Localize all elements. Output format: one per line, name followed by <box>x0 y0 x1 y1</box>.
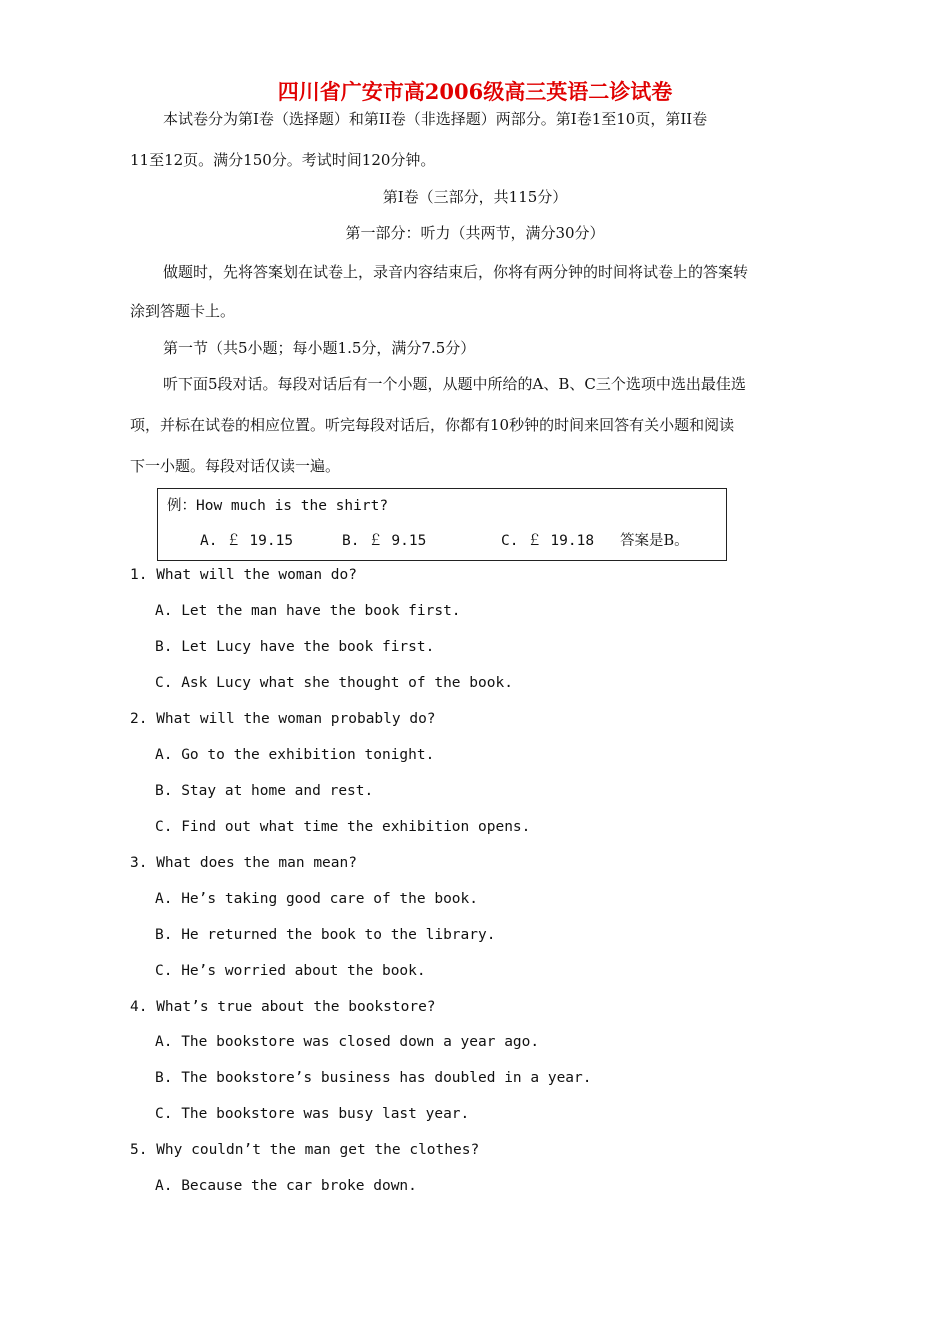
question-1-stem: 1. What will the woman do? <box>130 567 357 583</box>
intro-line-2: 11至12页。满分150分。考试时间120分钟。 <box>130 151 436 169</box>
question-1-option-c: C. Ask Lucy what she thought of the book. <box>155 675 513 691</box>
question-3-option-a: A. He’s taking good care of the book. <box>155 891 479 907</box>
question-5-stem: 5. Why couldn’t the man get the clothes? <box>130 1142 480 1158</box>
question-3-option-b: B. He returned the book to the library. <box>155 927 496 943</box>
directions-line-2: 项，并标在试卷的相应位置。听完每段对话后，你都有10秒钟的时间来回答有关小题和阅读 <box>130 416 735 434</box>
directions-line-3: 下一小题。每段对话仅读一遍。 <box>130 457 341 475</box>
example-option-c: C. ￡ 19.18 <box>501 533 595 549</box>
question-4-option-c: C. The bookstore was busy last year. <box>155 1106 470 1122</box>
question-4-stem: 4. What’s true about the bookstore? <box>130 999 436 1015</box>
directions-line-1: 听下面5段对话。每段对话后有一个小题，从题中所给的A、B、C三个选项中选出最佳选 <box>163 375 746 393</box>
page-title: 四川省广安市高2006级高三英语二诊试卷 <box>277 79 673 104</box>
question-5-option-a: A. Because the car broke down. <box>155 1178 417 1194</box>
question-2-option-b: B. Stay at home and rest. <box>155 783 374 799</box>
question-3-option-c: C. He’s worried about the book. <box>155 963 426 979</box>
example-option-b: B. ￡ 9.15 <box>342 533 427 549</box>
example-box <box>157 488 727 561</box>
intro-line-1: 本试卷分为第I卷（选择题）和第II卷（非选择题）两部分。第I卷1至10页，第II卷 <box>163 110 708 128</box>
question-4-option-b: B. The bookstore’s business has doubled in a year. <box>155 1070 592 1086</box>
question-1-option-a: A. Let the man have the book first. <box>155 603 461 619</box>
part-title: 第一部分：听力（共两节，满分30分） <box>345 224 605 242</box>
example-answer: 答案是B。 <box>620 533 689 549</box>
instructions-line-2: 涂到答题卡上。 <box>130 302 236 320</box>
example-question: 例：How much is the shirt? <box>167 498 389 514</box>
subsection-title: 第一节（共5小题；每小题1.5分，满分7.5分） <box>163 339 476 357</box>
question-2-stem: 2. What will the woman probably do? <box>130 711 436 727</box>
question-2-option-a: A. Go to the exhibition tonight. <box>155 747 435 763</box>
section-title: 第I卷（三部分，共115分） <box>382 188 568 206</box>
question-4-option-a: A. The bookstore was closed down a year ago. <box>155 1034 540 1050</box>
instructions-line-1: 做题时，先将答案划在试卷上，录音内容结束后，你将有两分钟的时间将试卷上的答案转 <box>163 263 749 281</box>
question-1-option-b: B. Let Lucy have the book first. <box>155 639 435 655</box>
example-option-a: A. ￡ 19.15 <box>200 533 294 549</box>
question-2-option-c: C. Find out what time the exhibition opens. <box>155 819 531 835</box>
question-3-stem: 3. What does the man mean? <box>130 855 357 871</box>
